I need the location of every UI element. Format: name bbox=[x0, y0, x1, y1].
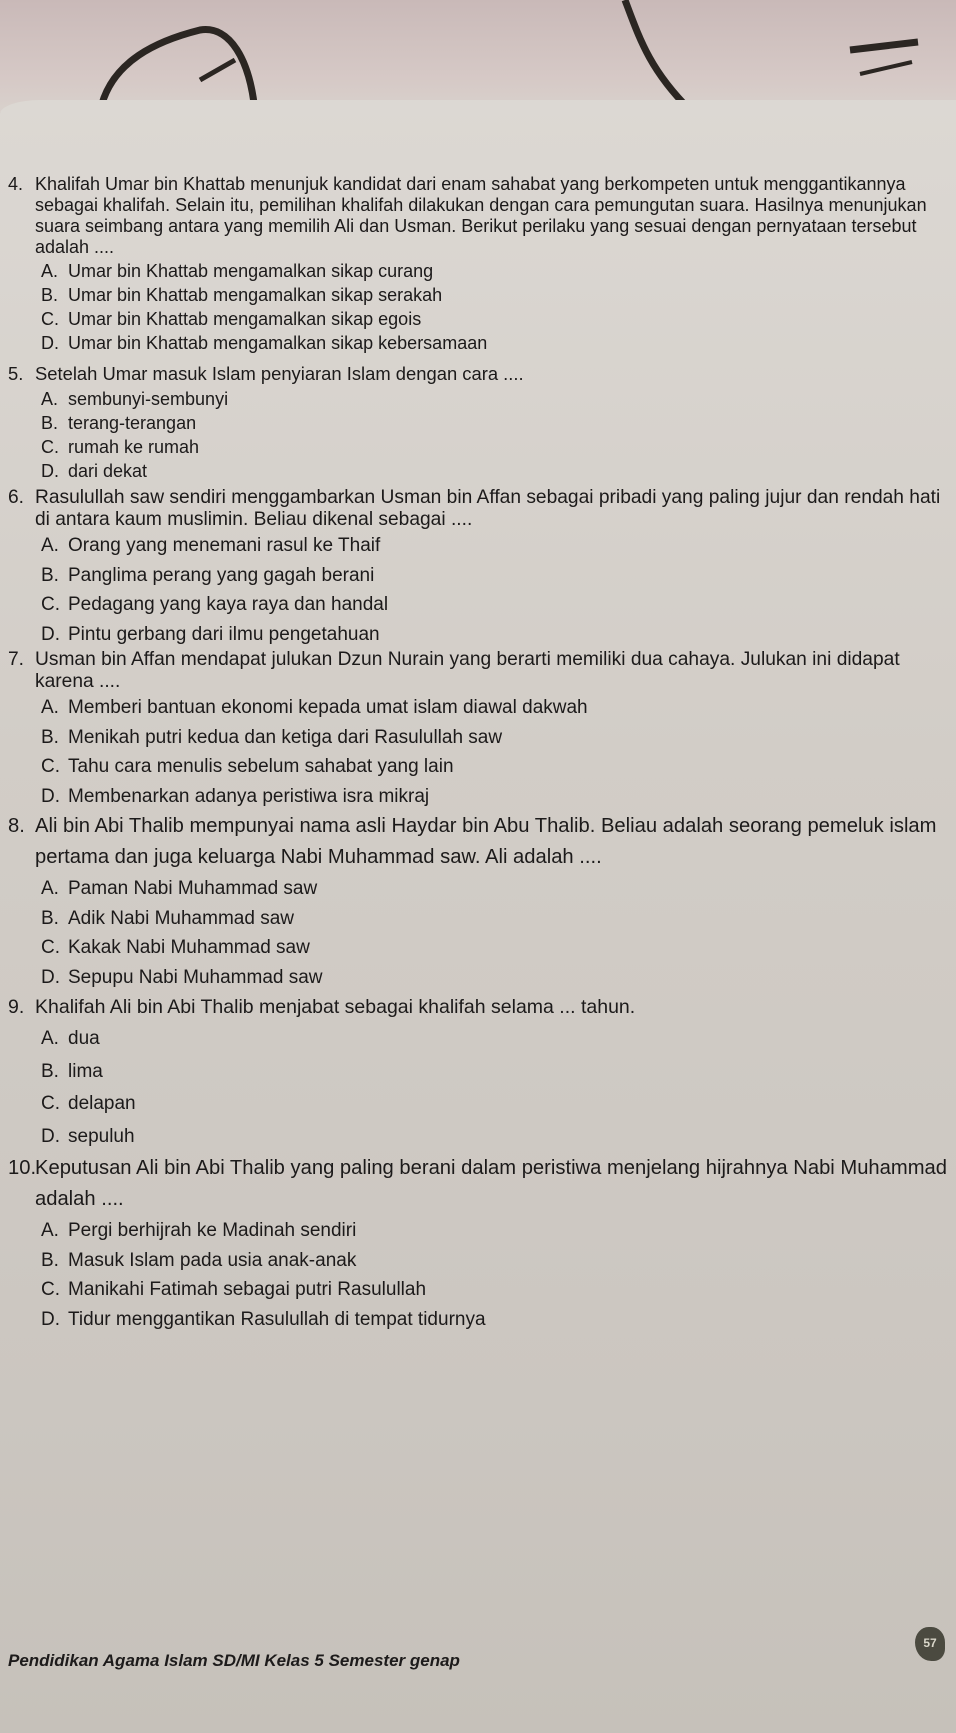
option-c bbox=[41, 435, 953, 459]
option-letter: C. bbox=[41, 594, 60, 615]
option-b bbox=[41, 1246, 953, 1276]
option-b bbox=[41, 283, 953, 307]
option-letter: A. bbox=[41, 261, 59, 281]
option-d bbox=[41, 963, 953, 993]
option-c bbox=[41, 933, 953, 963]
option-b bbox=[41, 411, 953, 435]
option-a bbox=[41, 259, 953, 283]
option-letter: A. bbox=[41, 697, 59, 718]
answer-options bbox=[8, 693, 953, 811]
option-b bbox=[41, 1056, 953, 1089]
option-text: sembunyi-sembunyi bbox=[68, 389, 229, 409]
option-letter: A. bbox=[41, 1028, 59, 1049]
option-letter: D. bbox=[41, 1308, 60, 1330]
option-a bbox=[41, 531, 953, 561]
answer-options bbox=[8, 387, 953, 483]
question-number: 4. bbox=[8, 174, 24, 194]
option-d bbox=[41, 1305, 953, 1335]
question-text: Keputusan Ali bin Abi Thalib yang paling berani dalam peristiwa menjelang hijrahnya Nabi Muhammad adalah .... bbox=[35, 1157, 947, 1210]
question-stem bbox=[8, 487, 953, 530]
option-text: Kakak Nabi Muhammad saw bbox=[68, 937, 310, 958]
answer-options bbox=[8, 531, 953, 649]
option-letter: A. bbox=[41, 389, 59, 409]
page-number: 57 bbox=[915, 1627, 945, 1661]
option-a bbox=[41, 874, 953, 904]
question-9 bbox=[8, 992, 953, 1153]
option-a bbox=[41, 1216, 953, 1246]
option-text: Paman Nabi Muhammad saw bbox=[68, 878, 318, 899]
option-letter: D. bbox=[41, 966, 60, 988]
option-b bbox=[41, 561, 953, 591]
question-stem bbox=[8, 811, 953, 873]
question-stem bbox=[8, 1153, 953, 1215]
question-4 bbox=[8, 174, 953, 355]
option-letter: C. bbox=[41, 1279, 60, 1300]
option-text: delapan bbox=[68, 1093, 136, 1114]
option-text: Adik Nabi Muhammad saw bbox=[68, 907, 294, 929]
option-text: Menikah putri kedua dan ketiga dari Rasulullah saw bbox=[68, 726, 503, 748]
option-text: lima bbox=[68, 1060, 103, 1082]
option-letter: D. bbox=[41, 623, 60, 645]
option-d bbox=[41, 459, 953, 483]
question-stem bbox=[8, 174, 953, 258]
option-c bbox=[41, 307, 953, 331]
option-letter: C. bbox=[41, 937, 60, 958]
option-d bbox=[41, 620, 953, 650]
option-a bbox=[41, 387, 953, 411]
option-text: Tahu cara menulis sebelum sahabat yang lain bbox=[68, 756, 454, 777]
question-number: 6. bbox=[8, 487, 25, 508]
question-7 bbox=[8, 649, 953, 811]
answer-options bbox=[8, 259, 953, 355]
option-text: Pergi berhijrah ke Madinah sendiri bbox=[68, 1220, 357, 1241]
question-stem bbox=[8, 649, 953, 692]
option-letter: D. bbox=[41, 1125, 60, 1147]
option-text: sepuluh bbox=[68, 1125, 135, 1147]
option-text: rumah ke rumah bbox=[68, 437, 200, 457]
option-text: Pintu gerbang dari ilmu pengetahuan bbox=[68, 623, 380, 645]
question-text: Rasulullah saw sendiri menggambarkan Usman bin Affan sebagai pribadi yang paling jujur dan rendah hati di antara kaum muslimin. Beliau dikenal sebagai .... bbox=[35, 487, 941, 530]
question-number: 7. bbox=[8, 649, 25, 670]
option-b bbox=[41, 723, 953, 753]
option-letter: D. bbox=[41, 461, 59, 481]
option-letter: C. bbox=[41, 756, 60, 777]
option-text: Manikahi Fatimah sebagai putri Rasulullah bbox=[68, 1279, 427, 1300]
option-letter: A. bbox=[41, 1220, 59, 1241]
option-b bbox=[41, 904, 953, 934]
doodle-drawing bbox=[0, 0, 956, 112]
option-text: Pedagang yang kaya raya dan handal bbox=[68, 594, 389, 615]
option-letter: B. bbox=[41, 564, 59, 586]
question-text: Ali bin Abi Thalib mempunyai nama asli Haydar bin Abu Thalib. Beliau adalah seorang pemeluk islam pertama dan juga keluarga Nabi Muhammad saw. Ali adalah .... bbox=[35, 815, 937, 868]
question-number: 5. bbox=[8, 363, 24, 384]
option-d bbox=[41, 782, 953, 812]
option-letter: A. bbox=[41, 878, 59, 899]
option-c bbox=[41, 1088, 953, 1121]
book-footer: Pendidikan Agama Islam SD/MI Kelas 5 Semester genap bbox=[8, 1651, 460, 1670]
option-letter: C. bbox=[41, 437, 59, 457]
option-letter: B. bbox=[41, 726, 59, 748]
option-text: terang-terangan bbox=[68, 413, 197, 433]
option-a bbox=[41, 1023, 953, 1056]
option-letter: D. bbox=[41, 333, 59, 353]
question-number: 8. bbox=[8, 815, 25, 837]
option-text: Umar bin Khattab mengamalkan sikap egois bbox=[68, 309, 422, 329]
option-text: Orang yang menemani rasul ke Thaif bbox=[68, 535, 381, 556]
option-text: Panglima perang yang gagah berani bbox=[68, 564, 375, 586]
question-number: 10. bbox=[8, 1157, 37, 1179]
answer-options bbox=[8, 1023, 953, 1153]
option-letter: B. bbox=[41, 1249, 59, 1271]
option-d bbox=[41, 331, 953, 355]
option-letter: B. bbox=[41, 413, 59, 433]
question-6 bbox=[8, 487, 953, 649]
option-text: dari dekat bbox=[68, 461, 148, 481]
question-8 bbox=[8, 811, 953, 992]
answer-options bbox=[8, 874, 953, 992]
answer-options bbox=[8, 1216, 953, 1334]
question-text: Usman bin Affan mendapat julukan Dzun Nurain yang berarti memiliki dua cahaya. Julukan ini didapat karena .... bbox=[35, 649, 900, 692]
option-letter: B. bbox=[41, 907, 59, 929]
question-5 bbox=[8, 361, 953, 483]
question-text: Khalifah Umar bin Khattab menunjuk kandidat dari enam sahabat yang berkompeten untuk menggantikannya sebagai khalifah. Selain itu, pemilihan khalifah dilakukan dengan cara pemungutan suara. Hasilnya menunjukan suara seimbang antara yang memilih Ali dan Usman. Berikut perilaku yang sesuai dengan pernyataan tersebut adalah .... bbox=[35, 174, 927, 257]
option-text: Tidur menggantikan Rasulullah di tempat tidurnya bbox=[68, 1308, 486, 1330]
question-text: Khalifah Ali bin Abi Thalib menjabat sebagai khalifah selama ... tahun. bbox=[35, 996, 636, 1018]
option-letter: D. bbox=[41, 785, 60, 807]
option-text: dua bbox=[68, 1028, 100, 1049]
question-list bbox=[8, 174, 953, 1334]
option-text: Membenarkan adanya peristiwa isra mikraj bbox=[68, 785, 430, 807]
option-d bbox=[41, 1121, 953, 1154]
option-text: Umar bin Khattab mengamalkan sikap curang bbox=[68, 261, 434, 281]
option-c bbox=[41, 1275, 953, 1305]
question-number: 9. bbox=[8, 996, 25, 1018]
question-stem bbox=[8, 361, 953, 386]
option-letter: C. bbox=[41, 1093, 60, 1114]
option-text: Umar bin Khattab mengamalkan sikap kebersamaan bbox=[68, 333, 488, 353]
option-letter: B. bbox=[41, 1060, 59, 1082]
question-stem bbox=[8, 992, 953, 1022]
option-letter: A. bbox=[41, 535, 59, 556]
option-letter: B. bbox=[41, 285, 59, 305]
option-a bbox=[41, 693, 953, 723]
option-text: Masuk Islam pada usia anak-anak bbox=[68, 1249, 357, 1271]
question-10 bbox=[8, 1153, 953, 1334]
option-c bbox=[41, 752, 953, 782]
option-text: Memberi bantuan ekonomi kepada umat islam diawal dakwah bbox=[68, 697, 588, 718]
background-surface bbox=[0, 0, 956, 112]
question-text: Setelah Umar masuk Islam penyiaran Islam dengan cara .... bbox=[35, 363, 524, 384]
option-c bbox=[41, 590, 953, 620]
option-text: Sepupu Nabi Muhammad saw bbox=[68, 966, 323, 988]
option-text: Umar bin Khattab mengamalkan sikap serakah bbox=[68, 285, 443, 305]
option-letter: C. bbox=[41, 309, 59, 329]
